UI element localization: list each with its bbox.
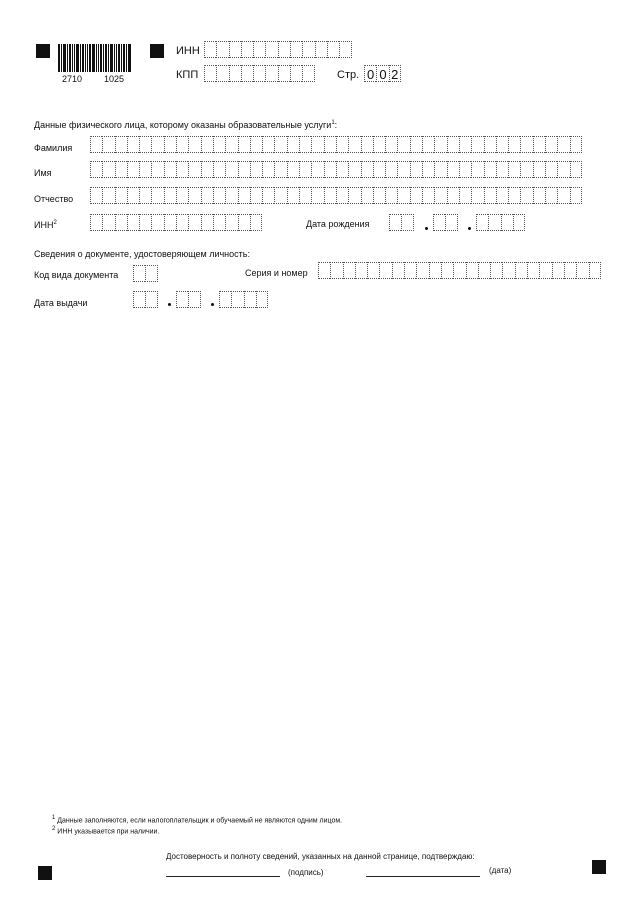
input-cell[interactable] — [508, 161, 520, 178]
input-cell[interactable] — [508, 136, 520, 153]
barcode-number-left: 2710 — [62, 74, 83, 84]
input-cell[interactable] — [164, 187, 176, 204]
input-cell[interactable] — [299, 187, 311, 204]
signature-line[interactable] — [166, 876, 280, 877]
barcode-bar — [67, 44, 68, 72]
input-cell[interactable] — [545, 187, 557, 204]
footnote-2 — [52, 826, 159, 835]
input-cell[interactable] — [576, 262, 588, 279]
person-section-title-text: Данные физического лица, которому оказаны образовательные услуги — [34, 120, 332, 130]
input-cell[interactable] — [397, 161, 409, 178]
input-cell[interactable] — [244, 291, 256, 308]
input-cell[interactable] — [397, 136, 409, 153]
input-cell[interactable] — [262, 187, 274, 204]
input-cell[interactable] — [176, 136, 188, 153]
input-cell[interactable] — [90, 214, 102, 231]
corner-marker-top-middle — [150, 44, 164, 58]
input-cell[interactable] — [164, 214, 176, 231]
input-cell[interactable] — [484, 187, 496, 204]
input-cell[interactable] — [229, 41, 241, 58]
input-cell[interactable] — [520, 161, 532, 178]
date-separator-dot — [211, 303, 214, 306]
input-cell[interactable] — [364, 65, 376, 82]
input-cell[interactable] — [484, 136, 496, 153]
person-inn-label-text: ИНН — [34, 220, 54, 230]
signature-caption: (подпись) — [288, 868, 324, 877]
input-cell[interactable] — [225, 187, 237, 204]
input-cell[interactable] — [533, 136, 545, 153]
input-cell[interactable] — [545, 161, 557, 178]
input-cell[interactable] — [385, 161, 397, 178]
person-inn-cells[interactable] — [90, 214, 262, 231]
page-digit-3: 2 — [391, 67, 399, 82]
input-cell[interactable] — [274, 136, 286, 153]
doc-type-label: Код вида документа — [34, 270, 119, 280]
input-cell[interactable] — [385, 136, 397, 153]
input-cell[interactable] — [355, 262, 367, 279]
input-cell[interactable] — [176, 161, 188, 178]
input-cell[interactable] — [115, 161, 127, 178]
input-cell[interactable] — [515, 262, 527, 279]
input-cell[interactable] — [262, 161, 274, 178]
input-cell[interactable] — [557, 136, 569, 153]
input-cell[interactable] — [311, 161, 323, 178]
input-cell[interactable] — [570, 136, 582, 153]
input-cell[interactable] — [102, 136, 114, 153]
input-cell[interactable] — [90, 187, 102, 204]
input-cell[interactable] — [188, 161, 200, 178]
input-cell[interactable] — [453, 262, 465, 279]
input-cell[interactable] — [392, 262, 404, 279]
input-cell[interactable] — [238, 161, 250, 178]
birth-day-cells[interactable] — [389, 214, 414, 231]
input-cell[interactable] — [373, 136, 385, 153]
name-label: Имя — [34, 168, 52, 178]
barcode-bar — [61, 44, 62, 72]
input-cell[interactable] — [447, 187, 459, 204]
input-cell[interactable] — [361, 187, 373, 204]
input-cell[interactable] — [496, 187, 508, 204]
issue-day-cells[interactable] — [133, 291, 158, 308]
input-cell[interactable] — [290, 41, 302, 58]
input-cell[interactable] — [262, 136, 274, 153]
surname-cells[interactable] — [90, 136, 582, 153]
issue-month-cells[interactable] — [176, 291, 201, 308]
input-cell[interactable] — [478, 262, 490, 279]
input-cell[interactable] — [265, 41, 277, 58]
input-cell[interactable] — [527, 262, 539, 279]
page-digit-1: 0 — [367, 67, 375, 82]
input-cell[interactable] — [278, 65, 290, 82]
input-cell[interactable] — [139, 214, 151, 231]
input-cell[interactable] — [250, 161, 262, 178]
birth-date-label: Дата рождения — [306, 219, 370, 229]
barcode-bar — [123, 44, 125, 72]
input-cell[interactable] — [216, 65, 228, 82]
input-cell[interactable] — [496, 136, 508, 153]
header-kpp-label: КПП — [176, 69, 199, 81]
date-separator-dot — [425, 227, 428, 230]
input-cell[interactable] — [225, 214, 237, 231]
corner-marker-top-left — [36, 44, 50, 58]
date-caption: (дата) — [489, 866, 512, 875]
barcode-bar — [114, 44, 115, 72]
input-cell[interactable] — [102, 187, 114, 204]
input-cell[interactable] — [139, 136, 151, 153]
input-cell[interactable] — [204, 41, 216, 58]
input-cell[interactable] — [361, 136, 373, 153]
barcode-bar — [82, 44, 84, 72]
input-cell[interactable] — [508, 187, 520, 204]
input-cell[interactable] — [238, 214, 250, 231]
input-cell[interactable] — [201, 187, 213, 204]
barcode-bar — [85, 44, 86, 72]
input-cell[interactable] — [151, 214, 163, 231]
input-cell[interactable] — [339, 41, 351, 58]
input-cell[interactable] — [115, 187, 127, 204]
input-cell[interactable] — [164, 136, 176, 153]
footnote-1-text: Данные заполняются, если налогоплательщик и обучаемый не являются одним лицом. — [57, 817, 343, 825]
footnote-1-mark: 1 — [52, 815, 56, 821]
header-inn-cells[interactable] — [204, 41, 352, 58]
input-cell[interactable] — [311, 187, 323, 204]
input-cell[interactable] — [373, 187, 385, 204]
input-cell[interactable] — [216, 41, 228, 58]
barcode-bar — [72, 44, 73, 72]
doc-type-cells[interactable] — [133, 265, 158, 282]
input-cell[interactable] — [570, 187, 582, 204]
input-cell[interactable] — [311, 136, 323, 153]
input-cell[interactable] — [484, 161, 496, 178]
input-cell[interactable] — [459, 187, 471, 204]
input-cell[interactable] — [213, 187, 225, 204]
barcode-bar — [100, 44, 102, 72]
footnote-2-mark: 2 — [52, 826, 56, 832]
barcode-bar — [92, 44, 95, 72]
input-cell[interactable] — [176, 214, 188, 231]
input-cell[interactable] — [176, 291, 188, 308]
input-cell[interactable] — [256, 291, 268, 308]
input-cell[interactable] — [299, 161, 311, 178]
barcode-bar — [58, 44, 60, 72]
input-cell[interactable] — [265, 65, 277, 82]
input-cell[interactable] — [496, 161, 508, 178]
input-cell[interactable] — [250, 136, 262, 153]
input-cell[interactable] — [201, 214, 213, 231]
input-cell[interactable] — [127, 136, 139, 153]
input-cell[interactable] — [501, 214, 513, 231]
input-cell[interactable] — [139, 187, 151, 204]
input-cell[interactable] — [348, 187, 360, 204]
input-cell[interactable] — [373, 161, 385, 178]
barcode-bar — [121, 44, 122, 72]
barcode-bar — [126, 44, 127, 72]
page-label: Стр. — [337, 69, 360, 81]
input-cell[interactable] — [90, 161, 102, 178]
corner-marker-bottom-left — [38, 866, 52, 880]
input-cell[interactable] — [115, 214, 127, 231]
input-cell[interactable] — [557, 161, 569, 178]
input-cell[interactable] — [336, 161, 348, 178]
input-cell[interactable] — [367, 262, 379, 279]
barcode-bar — [116, 44, 117, 72]
date-separator-dot — [468, 227, 471, 230]
input-cell[interactable] — [213, 161, 225, 178]
input-cell[interactable] — [445, 214, 457, 231]
date-separator-dot — [168, 303, 171, 306]
input-cell[interactable] — [90, 136, 102, 153]
corner-marker-bottom-right — [592, 860, 606, 874]
issue-year-cells[interactable] — [219, 291, 268, 308]
input-cell[interactable] — [410, 187, 422, 204]
series-number-cells[interactable] — [318, 262, 601, 279]
input-cell[interactable] — [557, 187, 569, 204]
input-cell[interactable] — [401, 214, 413, 231]
input-cell[interactable] — [422, 187, 434, 204]
input-cell[interactable] — [336, 187, 348, 204]
input-cell[interactable] — [471, 161, 483, 178]
note-mark-1: 1 — [331, 120, 335, 126]
input-cell[interactable] — [564, 262, 576, 279]
barcode-bar — [80, 44, 81, 72]
input-cell[interactable] — [229, 65, 241, 82]
input-cell[interactable] — [299, 136, 311, 153]
input-cell[interactable] — [385, 187, 397, 204]
input-cell[interactable] — [231, 291, 243, 308]
input-cell[interactable] — [330, 262, 342, 279]
footnote-1 — [52, 815, 342, 824]
input-cell[interactable] — [151, 161, 163, 178]
input-cell[interactable] — [188, 291, 200, 308]
input-cell[interactable] — [459, 161, 471, 178]
barcode-bar — [105, 44, 107, 72]
input-cell[interactable] — [102, 214, 114, 231]
barcode — [58, 44, 138, 72]
input-cell[interactable] — [324, 136, 336, 153]
input-cell[interactable] — [466, 262, 478, 279]
input-cell[interactable] — [151, 136, 163, 153]
input-cell[interactable] — [127, 187, 139, 204]
input-cell[interactable] — [434, 161, 446, 178]
input-cell[interactable] — [274, 187, 286, 204]
input-cell[interactable] — [324, 161, 336, 178]
birth-month-cells[interactable] — [433, 214, 458, 231]
input-cell[interactable] — [151, 187, 163, 204]
input-cell[interactable] — [441, 262, 453, 279]
page-number-cells — [364, 65, 401, 82]
barcode-bar — [96, 44, 97, 72]
input-cell[interactable] — [164, 161, 176, 178]
input-cell[interactable] — [488, 214, 500, 231]
barcode-bar — [89, 44, 91, 72]
input-cell[interactable] — [343, 262, 355, 279]
barcode-bar — [103, 44, 104, 72]
input-cell[interactable] — [238, 136, 250, 153]
input-cell[interactable] — [533, 161, 545, 178]
input-cell[interactable] — [433, 214, 445, 231]
note-mark-2: 2 — [53, 220, 57, 226]
input-cell[interactable] — [533, 187, 545, 204]
input-cell[interactable] — [201, 136, 213, 153]
input-cell[interactable] — [434, 187, 446, 204]
input-cell[interactable] — [238, 187, 250, 204]
input-cell[interactable] — [145, 265, 157, 282]
input-cell[interactable] — [290, 65, 302, 82]
birth-year-cells[interactable] — [476, 214, 525, 231]
input-cell[interactable] — [188, 214, 200, 231]
input-cell[interactable] — [133, 265, 145, 282]
input-cell[interactable] — [250, 214, 262, 231]
input-cell[interactable] — [219, 291, 231, 308]
input-cell[interactable] — [278, 41, 290, 58]
name-cells[interactable] — [90, 161, 582, 178]
document-section-title: Сведения о документе, удостоверяющем личность: — [34, 249, 250, 259]
page-digit-2: 0 — [379, 67, 387, 82]
input-cell[interactable] — [213, 214, 225, 231]
input-cell[interactable] — [361, 161, 373, 178]
input-cell[interactable] — [422, 161, 434, 178]
input-cell[interactable] — [389, 65, 401, 82]
input-cell[interactable] — [225, 161, 237, 178]
input-cell[interactable] — [115, 136, 127, 153]
input-cell[interactable] — [133, 291, 145, 308]
barcode-bar — [108, 44, 109, 72]
input-cell[interactable] — [513, 214, 525, 231]
input-cell[interactable] — [253, 65, 265, 82]
barcode-bar — [98, 44, 99, 72]
input-cell[interactable] — [213, 136, 225, 153]
input-cell[interactable] — [302, 65, 314, 82]
person-inn-label — [34, 220, 57, 230]
input-cell[interactable] — [139, 161, 151, 178]
input-cell[interactable] — [410, 136, 422, 153]
input-cell[interactable] — [188, 187, 200, 204]
input-cell[interactable] — [520, 136, 532, 153]
input-cell[interactable] — [447, 161, 459, 178]
input-cell[interactable] — [287, 187, 299, 204]
surname-label: Фамилия — [34, 143, 73, 153]
input-cell[interactable] — [476, 214, 488, 231]
input-cell[interactable] — [397, 187, 409, 204]
series-number-label: Серия и номер — [245, 268, 308, 278]
input-cell[interactable] — [416, 262, 428, 279]
patronymic-label: Отчество — [34, 194, 74, 204]
input-cell[interactable] — [520, 187, 532, 204]
input-cell[interactable] — [253, 41, 265, 58]
confirmation-text: Достоверность и полноту сведений, указанных на данной странице, подтверждаю: — [166, 852, 475, 861]
input-cell[interactable] — [410, 161, 422, 178]
barcode-bar — [118, 44, 120, 72]
input-cell[interactable] — [274, 161, 286, 178]
input-cell[interactable] — [379, 262, 391, 279]
input-cell[interactable] — [287, 161, 299, 178]
input-cell[interactable] — [552, 262, 564, 279]
input-cell[interactable] — [447, 136, 459, 153]
date-line[interactable] — [366, 876, 480, 877]
input-cell[interactable] — [376, 65, 388, 82]
input-cell[interactable] — [348, 161, 360, 178]
footnote-2-text: ИНН указывается при наличии. — [57, 828, 160, 836]
input-cell[interactable] — [324, 187, 336, 204]
input-cell[interactable] — [502, 262, 514, 279]
input-cell[interactable] — [404, 262, 416, 279]
input-cell[interactable] — [225, 136, 237, 153]
input-cell[interactable] — [429, 262, 441, 279]
input-cell[interactable] — [188, 136, 200, 153]
input-cell[interactable] — [102, 161, 114, 178]
input-cell[interactable] — [589, 262, 601, 279]
input-cell[interactable] — [127, 161, 139, 178]
input-cell[interactable] — [241, 65, 253, 82]
barcode-bar — [76, 44, 79, 72]
input-cell[interactable] — [539, 262, 551, 279]
input-cell[interactable] — [127, 214, 139, 231]
patronymic-cells[interactable] — [90, 187, 582, 204]
input-cell[interactable] — [315, 41, 327, 58]
input-cell[interactable] — [327, 41, 339, 58]
input-cell[interactable] — [336, 136, 348, 153]
input-cell[interactable] — [422, 136, 434, 153]
input-cell[interactable] — [176, 187, 188, 204]
header-kpp-cells[interactable] — [204, 65, 315, 82]
input-cell[interactable] — [145, 291, 157, 308]
input-cell[interactable] — [545, 136, 557, 153]
input-cell[interactable] — [490, 262, 502, 279]
barcode-bar — [74, 44, 75, 72]
input-cell[interactable] — [570, 161, 582, 178]
barcode-bar — [110, 44, 113, 72]
barcode-bar — [87, 44, 88, 72]
header-inn-label: ИНН — [176, 45, 200, 57]
input-cell[interactable] — [471, 187, 483, 204]
input-cell[interactable] — [459, 136, 471, 153]
input-cell[interactable] — [201, 161, 213, 178]
input-cell[interactable] — [348, 136, 360, 153]
barcode-bar — [63, 44, 66, 72]
barcode-number-right: 1025 — [104, 74, 125, 84]
issue-date-label: Дата выдачи — [34, 298, 88, 308]
barcode-bar — [69, 44, 71, 72]
input-cell[interactable] — [204, 65, 216, 82]
input-cell[interactable] — [241, 41, 253, 58]
input-cell[interactable] — [434, 136, 446, 153]
barcode-bar — [128, 44, 131, 72]
input-cell[interactable] — [318, 262, 330, 279]
input-cell[interactable] — [471, 136, 483, 153]
person-section-title: Данные физического лица, которому оказаны образовательные услуги$^1$: — [34, 120, 338, 130]
input-cell[interactable] — [250, 187, 262, 204]
input-cell[interactable] — [302, 41, 314, 58]
input-cell[interactable] — [389, 214, 401, 231]
input-cell[interactable] — [287, 136, 299, 153]
